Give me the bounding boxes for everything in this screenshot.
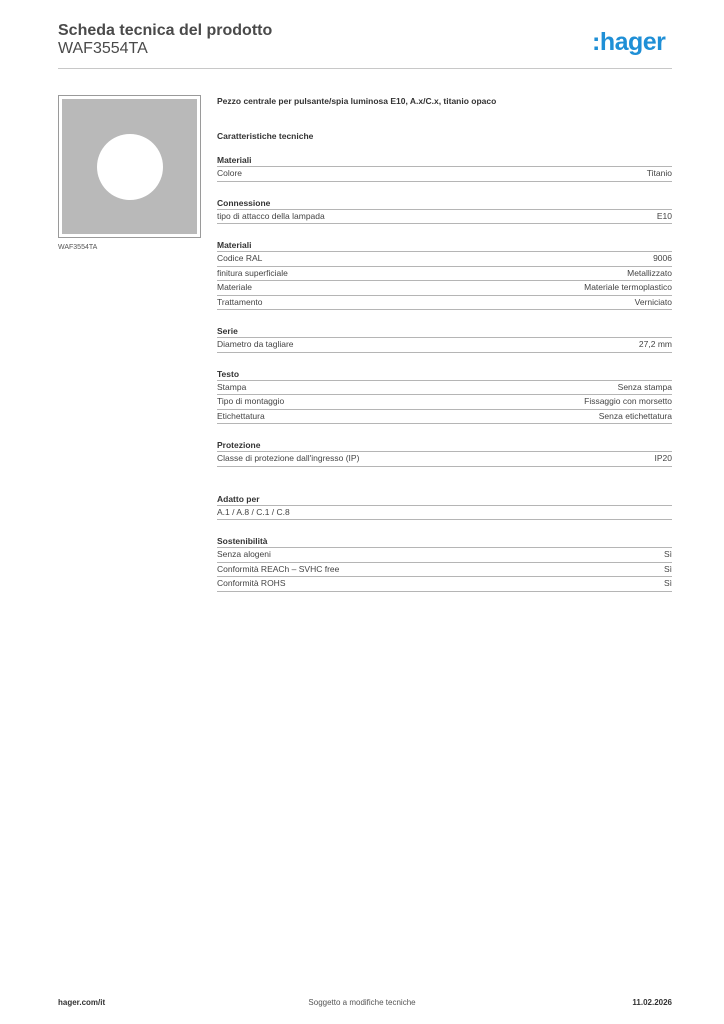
product-plate [62,99,197,234]
spec-value: Senza stampa [617,381,672,392]
spec-value: Sì [663,563,672,574]
spec-row [217,563,672,578]
section-materiali [217,239,672,310]
section-testo [217,368,672,425]
spec-value: Verniciato [634,296,672,307]
spec-label: Diametro da tagliare [217,339,294,349]
section-sostenibilita [217,535,672,592]
product-code: WAF3554TA [58,40,148,57]
spec-label: Etichettatura [217,410,265,421]
footer-note: Soggetto a modifiche tecniche [308,998,416,1007]
section-title: Materiali [217,154,672,167]
section-title: Sostenibilità [217,535,672,548]
spec-value: 27,2 mm [638,339,672,349]
section-title: Testo [217,368,672,381]
section-serie [217,325,672,353]
spec-value: Sì [663,578,672,588]
spec-value: 9006 [653,253,672,263]
spec-value: Fissaggio con morsetto [584,396,672,406]
spec-label: Classe di protezione dall'ingresso (IP) [217,453,360,463]
spec-label: Stampa [217,381,247,392]
section-materiali-colore [217,154,672,182]
section-protezione [217,439,672,467]
spec-label: Conformità ROHS [217,578,286,588]
section-title: Protezione [217,439,672,452]
spec-label: Senza alogeni [217,549,271,559]
hager-logo: :hager [592,28,666,56]
specifications [217,95,672,592]
spec-row [217,167,672,182]
spec-row [217,281,672,296]
spec-label: Materiale [217,282,252,292]
spec-label: A.1 / A.8 / C.1 / C.8 [217,506,290,517]
product-description: Pezzo centrale per pulsante/spia luminosa E10, A.x/C.x, titanio opaco [217,96,497,106]
spec-value: E10 [656,210,672,221]
spec-row [217,410,672,425]
spec-value: IP20 [654,453,672,463]
header-divider [58,68,672,69]
section-title: Adatto per [217,493,672,506]
spec-value: Titanio [646,168,672,178]
spec-row [217,267,672,282]
section-connessione [217,197,672,225]
spec-row [217,506,672,521]
spec-value: Sì [663,549,672,559]
tech-heading: Caratteristiche tecniche [217,131,314,141]
spec-row [217,395,672,410]
spec-row [217,296,672,311]
product-image-caption: WAF3554TA [58,244,98,251]
spec-row [217,381,672,396]
spec-row [217,252,672,267]
footer-date: 11.02.2026 [632,998,672,1007]
spec-label: finitura superficiale [217,267,288,278]
document-title: Scheda tecnica del prodotto [58,22,273,39]
spec-label: Trattamento [217,296,263,307]
spec-label: tipo di attacco della lampada [217,210,325,221]
spec-label: Conformità REACh – SVHC free [217,563,340,574]
spec-row [217,210,672,225]
section-title: Connessione [217,197,672,210]
spec-value: Metallizzato [627,267,672,278]
footer-website-link[interactable]: hager.com/it [58,998,106,1007]
product-center-hole [97,134,163,200]
spec-value: Materiale termoplastico [584,282,672,292]
section-title: Materiali [217,239,672,252]
section-adatto-per [217,493,672,521]
spec-row [217,338,672,353]
section-title: Serie [217,325,672,338]
spec-row [217,452,672,467]
spec-label: Colore [217,168,243,178]
spec-value: Senza etichettatura [598,410,672,421]
spec-label: Tipo di montaggio [217,396,285,406]
product-image [58,95,201,238]
spec-row [217,577,672,592]
spec-label: Codice RAL [217,253,263,263]
spec-row [217,548,672,563]
